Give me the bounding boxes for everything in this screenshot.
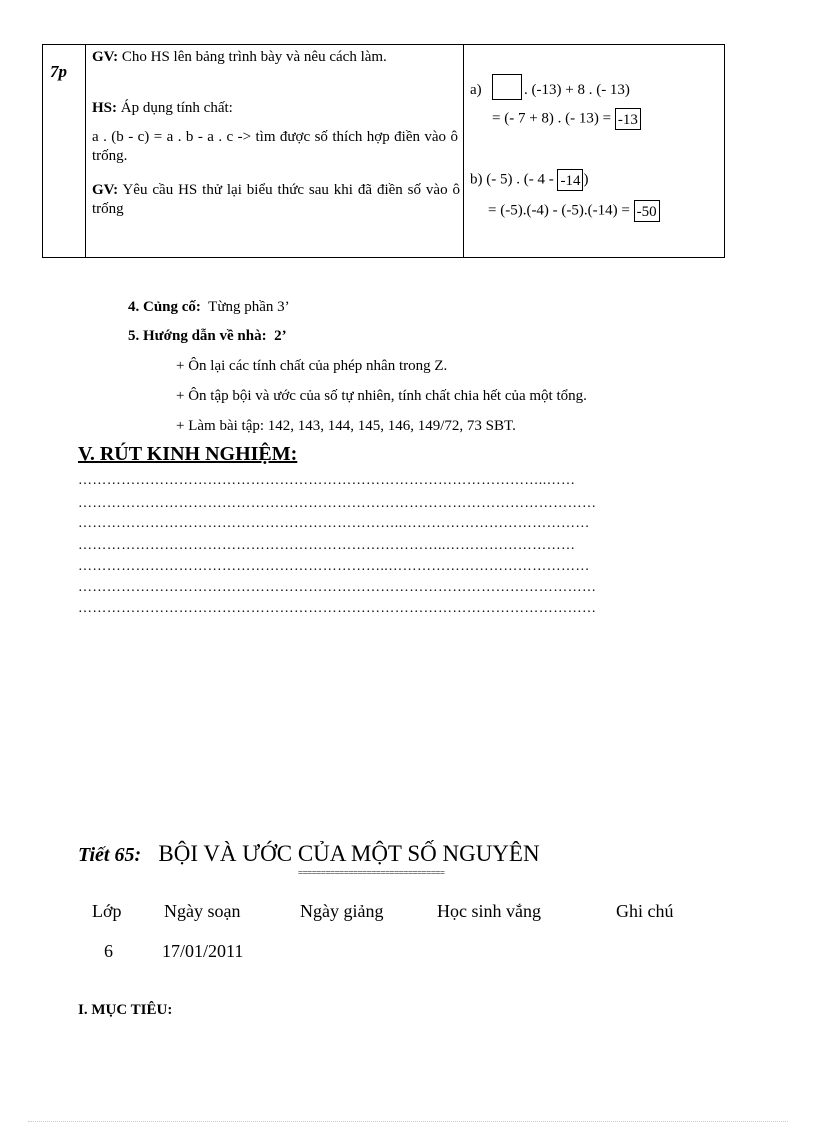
exercise-a-expression: . (-13) + 8 . (- 13) xyxy=(524,82,630,98)
section5-text: 2’ xyxy=(274,328,287,344)
dotted-line: …………………………………………………………………..……………………… xyxy=(78,538,576,553)
section-homework-guide xyxy=(128,328,287,345)
gv-instruction-2 xyxy=(92,181,460,219)
dotted-line: ……………………………………………………………………………………..…… xyxy=(78,473,576,488)
formula-line: a . (b - c) = a . b - a . c -> tìm được số thích hợp điền vào ô trống. xyxy=(92,129,458,164)
hs-instruction xyxy=(92,99,460,118)
homework-item: + Ôn tập bội và ước của số tự nhiên, tính chất chia hết của một tổng. xyxy=(176,388,587,404)
header-class: Lớp xyxy=(92,901,122,921)
exercise-b-close-paren: ) xyxy=(583,171,589,188)
exercise-a-answer-box: -13 xyxy=(615,108,641,130)
lesson-name: BỘI VÀ ƯỚC CỦA MỘT SỐ NGUYÊN xyxy=(158,841,540,866)
section5-label: 5. Hướng dẫn về nhà: xyxy=(128,328,267,344)
header-absent: Học sinh vắng xyxy=(437,901,541,921)
hs-text: Áp dụng tính chất: xyxy=(117,100,233,116)
experience-heading: V. RÚT KINH NGHIỆM: xyxy=(78,443,298,465)
header-notes: Ghi chú xyxy=(616,901,674,921)
dotted-line: ……………………………………………………………………………………………… xyxy=(78,496,597,511)
lesson-number: Tiết 65: xyxy=(78,844,142,866)
header-teach-date: Ngày giảng xyxy=(300,901,384,921)
exercise-a-line2 xyxy=(492,108,641,130)
dotted-line: ……………………………………………………………………………………………… xyxy=(78,580,597,595)
lesson-title xyxy=(78,841,540,867)
gv-label: GV: xyxy=(92,49,119,65)
dotted-line: ……………………………………………………………………………………………… xyxy=(78,601,597,616)
answer-blank-box xyxy=(492,74,522,100)
homework-item: + Làm bài tập: 142, 143, 144, 145, 146, 149/72, 73 SBT. xyxy=(176,418,516,434)
table-divider xyxy=(85,45,86,257)
exercise-a-equation: = (- 7 + 8) . (- 13) = xyxy=(492,110,612,127)
section4-label: 4. Củng cố: xyxy=(128,299,201,315)
title-underline: ================================ xyxy=(298,868,445,878)
class-value: 6 xyxy=(104,941,113,961)
exercise-a-prefix: a) xyxy=(470,82,482,98)
gv-label: GV: xyxy=(92,182,119,198)
exercise-b-line2 xyxy=(488,200,660,222)
section4-text: Từng phần 3’ xyxy=(208,299,290,315)
prep-date-value: 17/01/2011 xyxy=(162,941,244,961)
table-divider xyxy=(463,45,464,257)
objective-heading: I. MỤC TIÊU: xyxy=(78,1002,173,1018)
time-cell: 7p xyxy=(50,62,67,81)
exercise-b-equation: = (-5).(-4) - (-5).(-14) = xyxy=(488,202,630,219)
gv-instruction-1 xyxy=(92,48,460,67)
header-prep-date: Ngày soạn xyxy=(164,901,241,921)
gv-text: Cho HS lên bảng trình bày và nêu cách làm. xyxy=(118,49,387,65)
exercise-b-line1 xyxy=(470,169,588,191)
homework-item: + Ôn lại các tính chất của phép nhân trong Z. xyxy=(176,358,448,374)
hs-label: HS: xyxy=(92,100,118,116)
exercise-b-fill-box: -14 xyxy=(557,169,583,191)
gv-text: Yêu cầu HS thử lại biểu thức sau khi đã điền số vào ô trống xyxy=(92,182,460,217)
dotted-line: ………………………………………………………..…………………………………… xyxy=(78,559,590,574)
dotted-line: …………………………………………………………..………………………………… xyxy=(78,516,590,531)
section-consolidation xyxy=(128,299,290,316)
exercise-b-answer-box: -50 xyxy=(634,200,660,222)
exercise-b-expression: b) (- 5) . (- 4 - xyxy=(470,171,554,188)
